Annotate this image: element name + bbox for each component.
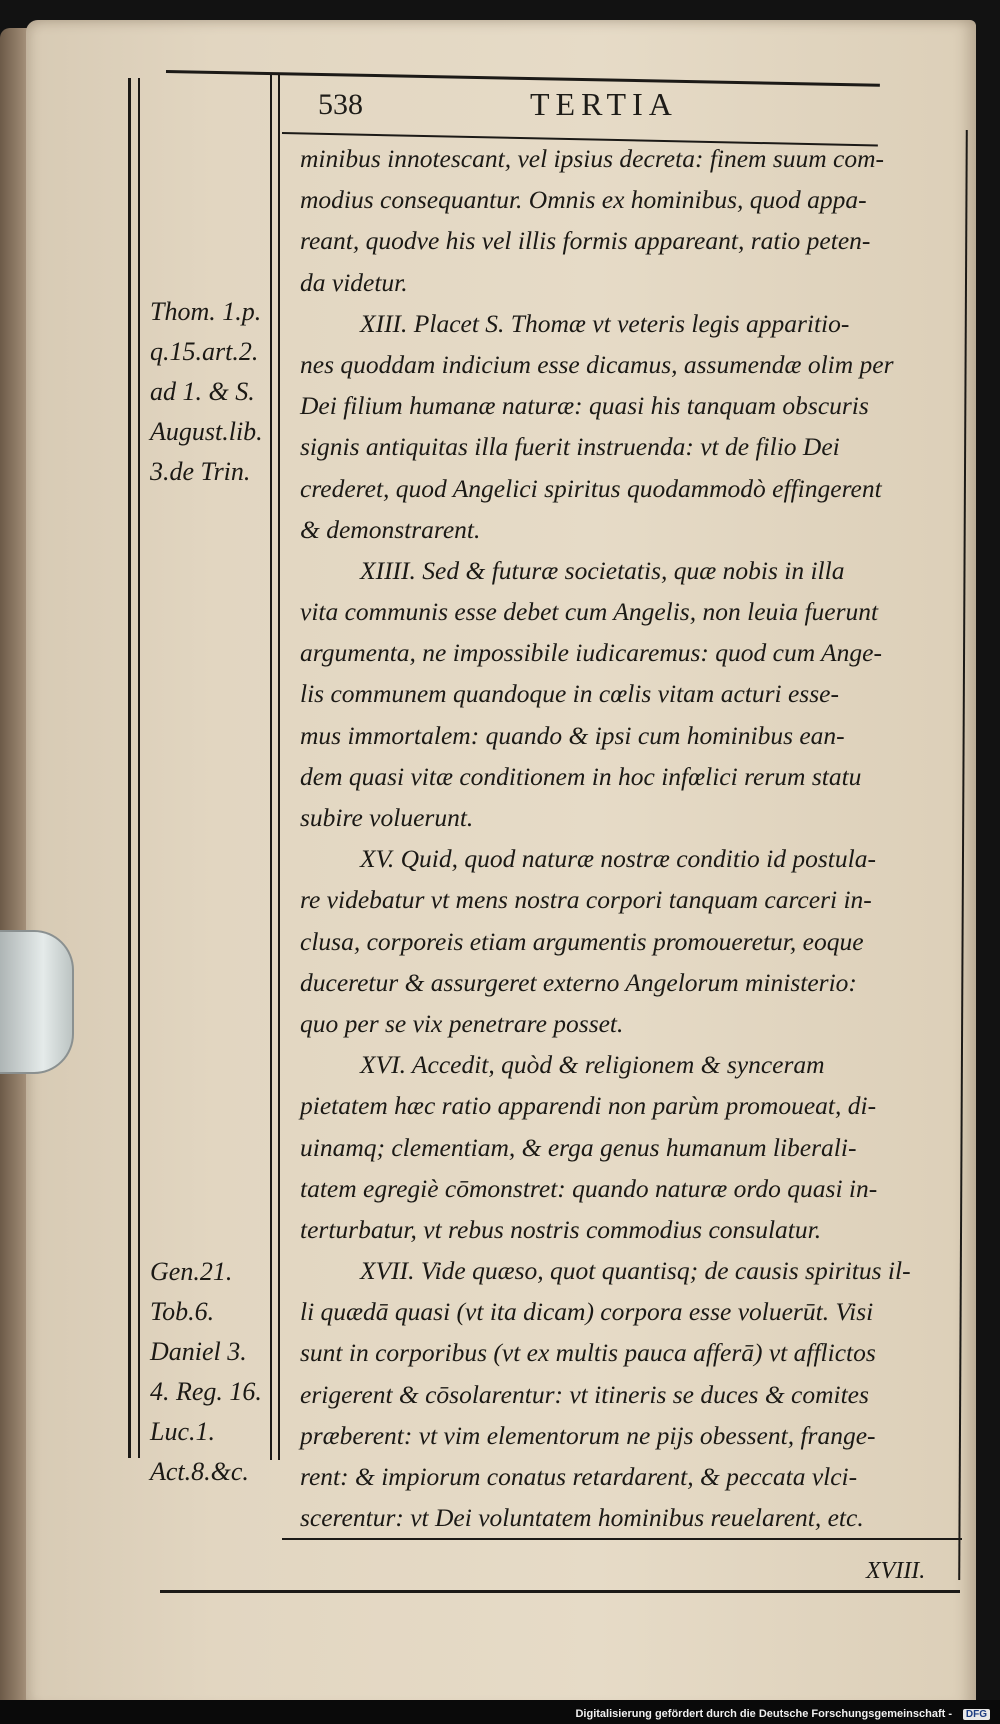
margin-note: 3.de Trin. [150, 457, 251, 486]
running-head [310, 88, 950, 128]
margin-note: ad 1. & S. [150, 377, 255, 406]
column-rule-2 [278, 75, 280, 1460]
text-line: li quædā quasi (vt ita dicam) corpora esse voluerūt. Visi [300, 1297, 874, 1327]
text-line: mus immortalem: quando & ipsi cum hominibus ean- [300, 720, 845, 750]
text-line: subire voluerunt. [300, 803, 474, 832]
text-line: Dei filium humanæ naturæ: quasi his tanquam obscuris [300, 391, 869, 421]
text-line: & demonstrarent. [300, 514, 481, 544]
text-line: XV. Quid, quod naturæ nostræ conditio id postula- [360, 844, 876, 874]
dfg-logo: DFG [963, 1709, 990, 1720]
text-line: erigerent & cōsolarentur: vt itineris se duces & comites [300, 1379, 869, 1409]
text-line: re videbatur vt mens nostra corpori tanquam carceri in- [300, 885, 872, 915]
margin-note: 4. Reg. 16. [150, 1377, 262, 1406]
text-line: uinamq; clementiam, & erga genus humanum liberali- [300, 1132, 857, 1162]
margin-note: Daniel 3. [150, 1337, 247, 1366]
text-line: tatem egregiè cōmonstret: quando naturæ ordo quasi in- [300, 1173, 878, 1203]
text-line: minibus innotescant, vel ipsius decreta: finem suum com- [300, 144, 885, 173]
page-number: 538 [318, 88, 363, 121]
column-rule [270, 75, 272, 1460]
text-line: XIII. Placet S. Thomæ vt veteris legis apparitio- [360, 308, 850, 338]
text-line: rent: & impiorum conatus retardarent, & peccata vlci- [300, 1462, 858, 1491]
text-line: dem quasi vitæ conditionem in hoc infœlici rerum statu [300, 761, 862, 791]
text-line: argumenta, ne impossibile iudicaremus: quod cum Ange- [300, 638, 882, 668]
bottom-rule [160, 1590, 960, 1593]
text-line: XVI. Accedit, quòd & religionem & synceram [360, 1050, 825, 1080]
margin-notes-top [150, 292, 263, 492]
text-line: vita communis esse debet cum Angelis, non leuia fuerunt [300, 597, 879, 627]
margin-note: Luc.1. [150, 1417, 215, 1446]
text-line: pietatem hæc ratio apparendi non parùm promoueat, di- [300, 1091, 877, 1121]
margin-note: Gen.21. [150, 1257, 233, 1286]
running-title: TERTIA [530, 86, 678, 122]
text-line: XVII. Vide quæso, quot quantisq; de causis spiritus il- [360, 1256, 911, 1286]
text-line: sunt in corporibus (vt ex multis pauca afferā) vt afflictos [300, 1338, 876, 1368]
body-text [300, 138, 960, 1538]
text-line: clusa, corporeis etiam argumentis promoueretur, eoque [300, 926, 864, 956]
margin-note: August.lib. [150, 417, 263, 446]
text-line: lis communem quandoque in cœlis vitam acturi esse- [300, 679, 839, 709]
text-line: duceretur & assurgeret externo Angelorum ministerio: [300, 967, 857, 997]
left-outer-rule [128, 78, 131, 1458]
text-line: terturbatur, vt rebus nostris commodius consulatur. [300, 1214, 822, 1244]
text-line: signis antiquitas illa fuerit instruenda: vt de filio Dei [300, 432, 840, 462]
text-line: quo per se vix penetrare posset. [300, 1008, 624, 1038]
margin-note: Tob.6. [150, 1297, 215, 1326]
margin-note: q.15.art.2. [150, 337, 259, 366]
text-line: scerentur: vt Dei voluntatem hominibus reuelarent, etc. [300, 1503, 864, 1533]
text-line: da videtur. [300, 267, 408, 297]
page-clip [0, 930, 74, 1074]
text-line: XIIII. Sed & futuræ societatis, quæ nobis in illa [360, 555, 845, 585]
credit-text: Digitalisierung gefördert durch die Deutsche Forschungsgemeinschaft - [575, 1708, 952, 1720]
catchword: XVIII. [866, 1558, 926, 1584]
text-line: præberent: vt vim elementorum ne pijs obessent, frange- [300, 1420, 876, 1450]
margin-notes-bottom [150, 1252, 262, 1492]
text-line: crederet, quod Angelici spiritus quodammodò effingerent [300, 473, 882, 503]
margin-note: Act.8.&c. [150, 1457, 249, 1486]
left-outer-rule-2 [138, 78, 140, 1458]
text-line: nes quoddam indicium esse dicamus, assumendæ olim per [300, 349, 894, 379]
text-line: modius consequantur. Omnis ex hominibus, quod appa- [300, 185, 867, 215]
margin-note: Thom. 1.p. [150, 297, 262, 326]
text-line: reant, quodve his vel illis formis appareant, ratio peten- [300, 226, 871, 256]
